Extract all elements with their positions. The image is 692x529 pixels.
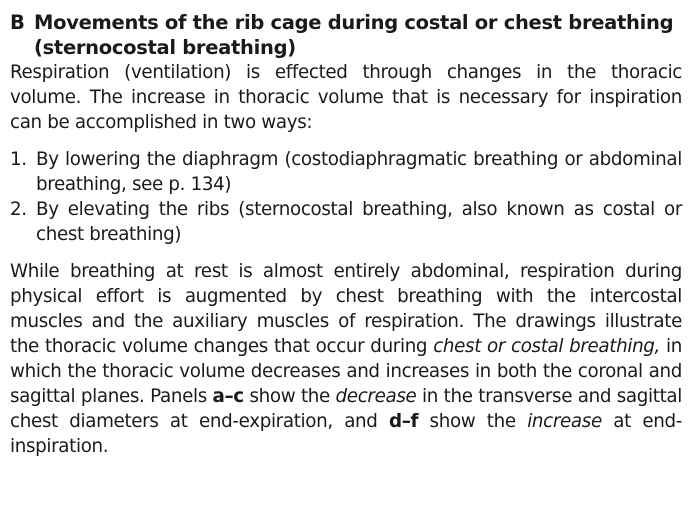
list-item [10, 147, 682, 197]
list-item-number: 2. [10, 199, 27, 220]
intro-paragraph: Respiration (ventilation) is effected through changes in the thoracic volume. The increase in thoracic volume that is necessary for inspiration can be accomplished in two ways: [10, 62, 682, 133]
section-title: Movements of the rib cage during costal or chest breathing (sternocostal breathing) [34, 11, 674, 59]
emphasis-text: decrease [335, 386, 417, 407]
numbered-list [10, 147, 682, 247]
body-paragraph [10, 259, 682, 459]
list-item-text: By elevating the ribs (sternocostal breathing, also known as costal or chest breathing) [36, 199, 682, 245]
body-text: While breathing at rest is almost entirely abdominal, respiration during physical effort is augmented by chest breathing with the intercostal muscles and the auxiliary muscles of respiration. The drawings illustrate the thoracic volume changes that occur during [10, 261, 682, 357]
list-item [10, 197, 682, 247]
body-text: show the [243, 386, 336, 407]
section-heading [10, 10, 682, 60]
emphasis-text: chest or costal breathing, [433, 336, 661, 357]
panel-reference: d–f [388, 411, 419, 432]
list-item-number: 1. [10, 149, 27, 170]
body-text: show the [418, 411, 528, 432]
body-text: in which the thoracic volume decreases and increases in both the coronal and sagittal planes. Panels [10, 336, 682, 407]
panel-reference: a–c [212, 386, 244, 407]
document-page [10, 10, 682, 459]
section-label: B [10, 11, 25, 34]
body-text: at end-inspiration. [10, 411, 682, 457]
body-text: in the transverse and sagittal chest diameters at end-expiration, and [10, 386, 682, 432]
emphasis-text: increase [527, 411, 602, 432]
list-item-text: By lowering the diaphragm (costodiaphragmatic breathing or abdominal breathing, see p. 134) [36, 149, 682, 195]
